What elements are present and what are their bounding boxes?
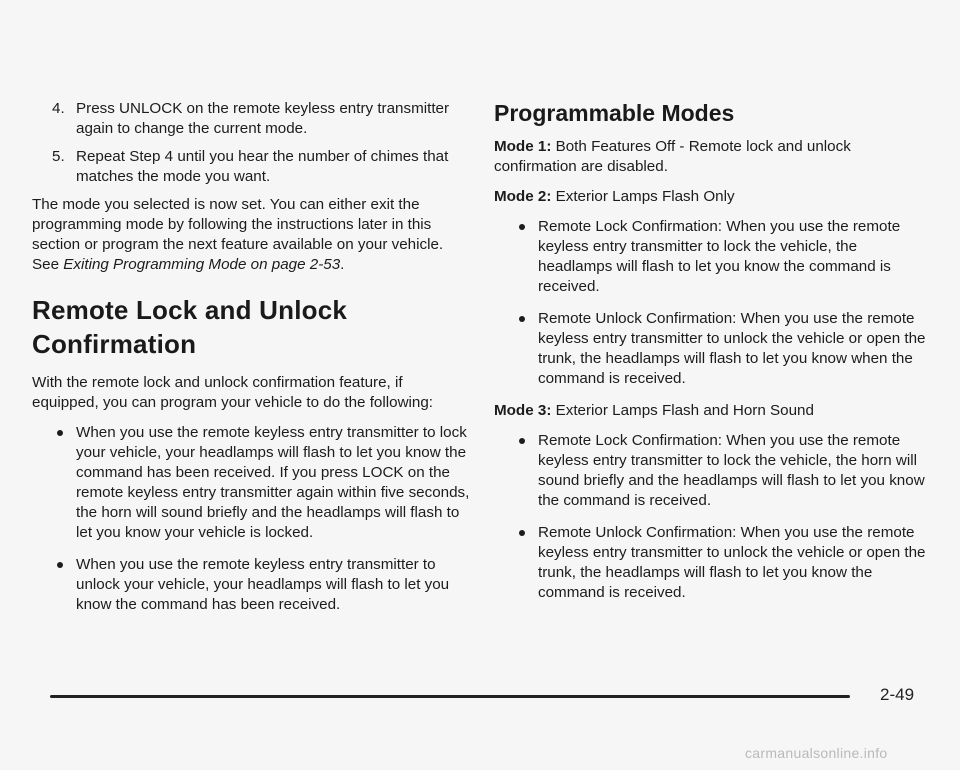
step-item xyxy=(32,99,472,139)
bullet-item xyxy=(32,555,472,615)
bullet-icon xyxy=(519,316,525,322)
left-column xyxy=(32,99,472,627)
mode-description: Exterior Lamps Flash Only xyxy=(551,188,735,205)
bullet-icon xyxy=(519,530,525,536)
mode-set-paragraph xyxy=(32,195,472,275)
mode-description: Exterior Lamps Flash and Horn Sound xyxy=(551,402,814,419)
bullet-item xyxy=(32,423,472,543)
bullet-item xyxy=(494,309,934,389)
programmable-modes-heading: Programmable Modes xyxy=(494,100,735,126)
mode-label: Mode 3: xyxy=(494,402,552,419)
step-number: 5. xyxy=(52,148,65,165)
mode-2 xyxy=(494,187,934,207)
mode-label: Mode 1: xyxy=(494,138,552,155)
bullet-item xyxy=(494,523,934,603)
bullet-icon xyxy=(57,430,63,436)
bullet-icon xyxy=(57,562,63,568)
mode-label: Mode 2: xyxy=(494,188,552,205)
mode-1 xyxy=(494,137,934,177)
mode-3-bullets xyxy=(494,431,934,603)
right-column xyxy=(494,99,934,615)
mode-description: Both Features Off - Remote lock and unlock confirmation are disabled. xyxy=(494,138,851,175)
feature-bullets xyxy=(32,423,472,615)
step-number: 4. xyxy=(52,100,65,117)
intro-paragraph: With the remote lock and unlock confirmation feature, if equipped, you can program your vehicle to do the following: xyxy=(32,374,434,411)
paragraph-text: The mode you selected is now set. You can either exit the programming mode by following the instructions later in this section or program the next feature available on your vehicle. See xyxy=(32,196,444,273)
bullet-text: When you use the remote keyless entry transmitter to lock your vehicle, your headlamps will flash to let you know the command has been received. If you press LOCK on the remote keyless entry transmitter again within five seconds, the horn will sound briefly and the headlamps will flash to let you know your vehicle is locked. xyxy=(76,424,470,541)
steps-list xyxy=(32,99,472,187)
step-text: Press UNLOCK on the remote keyless entry transmitter again to change the current mode. xyxy=(76,100,450,137)
bullet-item xyxy=(494,217,934,297)
section-heading: Remote Lock and Unlock Confirmation xyxy=(32,295,348,359)
mode-3 xyxy=(494,401,934,421)
bullet-text: Remote Unlock Confirmation: When you use the remote keyless entry transmitter to unlock the vehicle or open the trunk, the headlamps will flash to let you know the command is received. xyxy=(538,524,926,601)
bullet-text: Remote Lock Confirmation: When you use the remote keyless entry transmitter to lock the vehicle, the horn will sound briefly and the headlamps will flash to let you know the command is received. xyxy=(538,432,925,509)
watermark: carmanualsonline.info xyxy=(745,745,888,761)
cross-reference-link[interactable]: Exiting Programming Mode on page 2-53 xyxy=(63,256,341,273)
paragraph-end: . xyxy=(340,256,345,273)
bullet-icon xyxy=(519,438,525,444)
page-number: 2-49 xyxy=(880,685,915,704)
mode-2-bullets xyxy=(494,217,934,389)
bullet-text: When you use the remote keyless entry transmitter to unlock your vehicle, your headlamps will flash to let you know the command has been received. xyxy=(76,556,450,613)
footer-rule xyxy=(50,695,850,698)
bullet-text: Remote Lock Confirmation: When you use the remote keyless entry transmitter to lock the vehicle, the headlamps will flash to let you know the command is received. xyxy=(538,218,901,295)
bullet-text: Remote Unlock Confirmation: When you use the remote keyless entry transmitter to unlock the vehicle or open the trunk, the headlamps will flash to let you know when the command is received. xyxy=(538,310,926,387)
bullet-item xyxy=(494,431,934,511)
bullet-icon xyxy=(519,224,525,230)
step-item xyxy=(32,147,472,187)
step-text: Repeat Step 4 until you hear the number of chimes that matches the mode you want. xyxy=(76,148,449,185)
